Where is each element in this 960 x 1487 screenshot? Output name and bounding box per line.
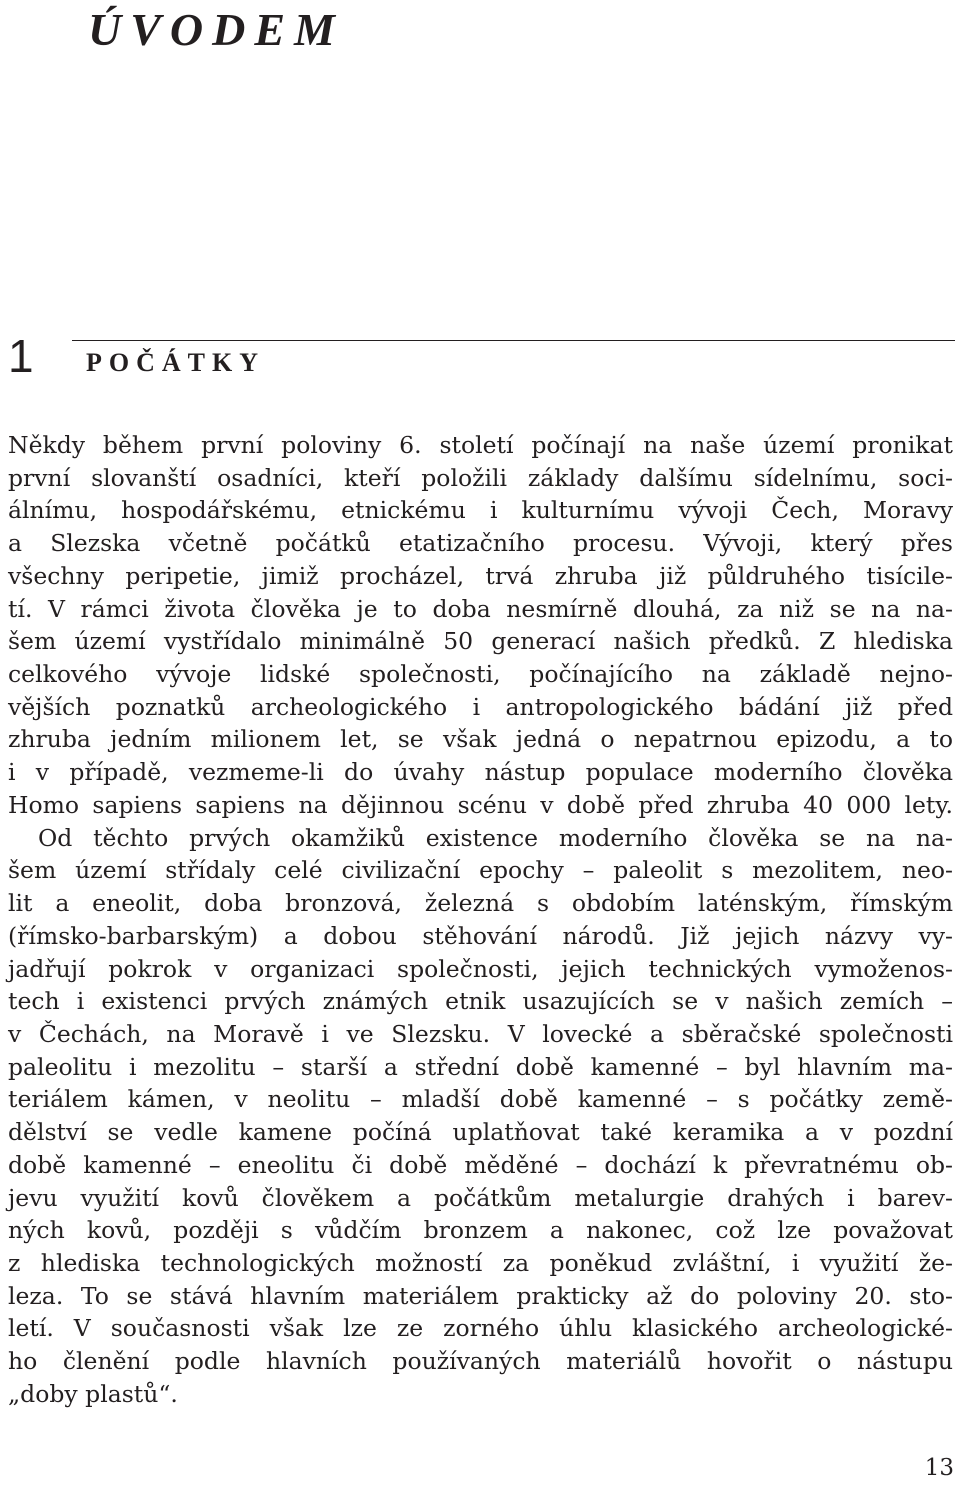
chapter-rule xyxy=(72,340,955,341)
text-line: jadřují pokrok v organizaci společnosti, jejich technických vymoženos- xyxy=(8,954,953,983)
text-line: ho členění podle hlavních používaných materiálů hovořit o nástupu xyxy=(8,1347,953,1376)
chapter-title: POČÁTKY xyxy=(86,348,265,377)
text-line: Od těchto prvých okamžiků existence moderního člověka se na na- xyxy=(38,823,953,852)
text-line: Homo sapiens sapiens na dějinnou scénu v době před zhruba 40 000 lety. xyxy=(8,790,953,819)
text-line: tech i existenci prvých známých etnik usazujících se v našich zemích – xyxy=(8,987,953,1016)
chapter-number: 1 xyxy=(8,330,34,382)
text-line: lit a eneolit, doba bronzová, železná s obdobím laténským, římským xyxy=(8,889,953,918)
text-line: paleolitu i mezolitu – starší a střední době kamenné – byl hlavním ma- xyxy=(8,1052,953,1081)
text-line: a Slezska včetně počátků etatizačního procesu. Vývoji, který přes xyxy=(8,529,953,558)
text-line: Někdy během první poloviny 6. století počínají na naše území pronikat xyxy=(8,431,953,459)
text-line: první slovanští osadníci, kteří položili základy dalšímu sídelnímu, soci- xyxy=(8,463,953,492)
text-line: ných kovů, později s vůdčím bronzem a nakonec, což lze považovat xyxy=(8,1216,953,1245)
text-line: tí. V rámci života člověka je to doba nesmírně dlouhá, za niž se na na- xyxy=(8,594,953,623)
text-line: vějších poznatků archeologického i antropologického bádání již před xyxy=(8,692,953,721)
text-line: zhruba jedním milionem let, se však jedná o nepatrnou epizodu, a to xyxy=(8,725,953,754)
text-line: leza. To se stává hlavním materiálem prakticky až do poloviny 20. sto- xyxy=(8,1281,953,1310)
text-line: celkového vývoje lidské společnosti, počínajícího na základě nejno- xyxy=(8,660,953,689)
text-line: dělství se vedle kamene počíná uplatňovat také keramika a v pozdní xyxy=(8,1118,953,1147)
page-title: ÚVODEM xyxy=(88,4,344,55)
text-line: (římsko-barbarským) a dobou stěhování národů. Již jejich názvy vy- xyxy=(8,921,953,950)
text-line: letí. V současnosti však lze ze zorného úhlu klasického archeologické- xyxy=(8,1314,953,1343)
text-line: v Čechách, na Moravě i ve Slezsku. V lovecké a sběračské společnosti xyxy=(8,1019,953,1048)
text-line: z hlediska technologických možností za poněkud zvláštní, i využití že- xyxy=(8,1248,953,1277)
text-line: šem území vystřídalo minimálně 50 generací našich předků. Z hlediska xyxy=(8,627,953,656)
text-line: jevu využití kovů člověkem a počátkům metalurgie drahých i barev- xyxy=(8,1183,953,1212)
text-line: době kamenné – eneolitu či době měděné – dochází k převratnému ob- xyxy=(8,1150,953,1179)
text-line: teriálem kámen, v neolitu – mladší době kamenné – s počátky země- xyxy=(8,1085,953,1114)
text-line: i v případě, vezmeme-li do úvahy nástup populace moderního člověka xyxy=(8,758,953,787)
page-number: 13 xyxy=(924,1455,954,1481)
text-line: všechny peripetie, jimiž procházel, trvá zhruba již půldruhého tisícile- xyxy=(8,561,953,590)
text-line: „doby plastů“. xyxy=(8,1379,178,1408)
text-line: šem území střídaly celé civilizační epochy – paleolit s mezolitem, neo- xyxy=(8,856,953,885)
text-line: álnímu, hospodářskému, etnickému i kulturnímu vývoji Čech, Moravy xyxy=(8,496,953,525)
body-text xyxy=(8,429,953,1411)
